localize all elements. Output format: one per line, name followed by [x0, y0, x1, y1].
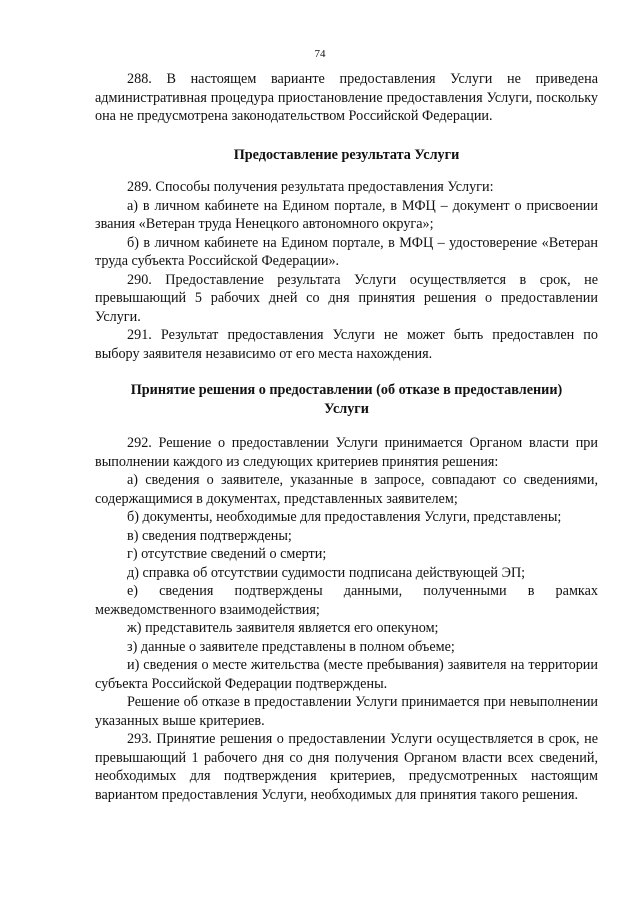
page-content: [95, 70, 598, 804]
paragraph-292-a: а) сведения о заявителе, указанные в запросе, совпадают со сведениями, содержащимися в документах, представленных заявителем;: [95, 472, 598, 507]
paragraph-292-zh: ж) представитель заявителя является его опекуном;: [127, 620, 439, 636]
paragraph-292-v: в) сведения подтверждены;: [127, 527, 292, 544]
paragraph-292-d: д) справка об отсутствии судимости подписана действующей ЭП;: [127, 564, 526, 581]
paragraph-292: 292. Решение о предоставлении Услуги принимается Органом власти при выполнении каждого из следующих критериев принятия решения:: [95, 435, 598, 470]
paragraph-292-e: е) сведения подтверждены данными, полученными в рамках межведомственного взаимодействия;: [95, 583, 598, 618]
paragraph-290: 290. Предоставление результата Услуги осуществляется в срок, не превышающий 5 рабочих дней со дня принятия решения о предоставлении Услуги.: [95, 271, 598, 325]
section-heading-decision-line1: Принятие решения о предоставлении (об отказе в предоставлении): [130, 382, 563, 398]
page-number: 74: [314, 48, 326, 60]
section-heading-result: Предоставление результата Услуги: [233, 146, 460, 163]
paragraph-288: 288. В настоящем варианте предоставления Услуги не приведена административная процедура приостановление предоставления Услуги, поскольку она не предусмотрена законодательством Российской Федерации.: [95, 71, 598, 124]
paragraph-289-b: б) в личном кабинете на Едином портале, в МФЦ – удостоверение «Ветеран труда субъекта Российской Федерации».: [95, 234, 598, 269]
section-heading-decision-line2: Услуги: [324, 400, 369, 417]
paragraph-292-z: з) данные о заявителе представлены в полном объеме;: [127, 638, 455, 655]
paragraph-293: 293. Принятие решения о предоставлении Услуги осуществляется в срок, не превышающий 1 рабочего дня со дня получения Органом власти всех сведений, необходимых для подтверждения критериев, предусмотренных настоящим вариантом предоставления Услуги, необходимых для принятия такого решения.: [95, 731, 598, 803]
paragraph-292-refusal: Решение об отказе в предоставлении Услуги принимается при невыполнении указанных выше критериев.: [95, 694, 598, 729]
paragraph-291: 291. Результат предоставления Услуги не может быть предоставлен по выбору заявителя независимо от его места нахождения.: [95, 327, 598, 362]
paragraph-292-b: б) документы, необходимые для предоставления Услуги, представлены;: [127, 509, 562, 525]
paragraph-292-g: г) отсутствие сведений о смерти;: [127, 546, 327, 562]
paragraph-289-a: а) в личном кабинете на Едином портале, в МФЦ – документ о присвоении звания «Ветеран труда Ненецкого автономного округа»;: [95, 197, 598, 232]
section-heading-decision: [95, 381, 598, 418]
paragraph-292-i: и) сведения о месте жительства (месте пребывания) заявителя на территории субъекта Российской Федерации подтверждены.: [95, 657, 598, 692]
paragraph-289: 289. Способы получения результата предоставления Услуги:: [127, 179, 494, 195]
